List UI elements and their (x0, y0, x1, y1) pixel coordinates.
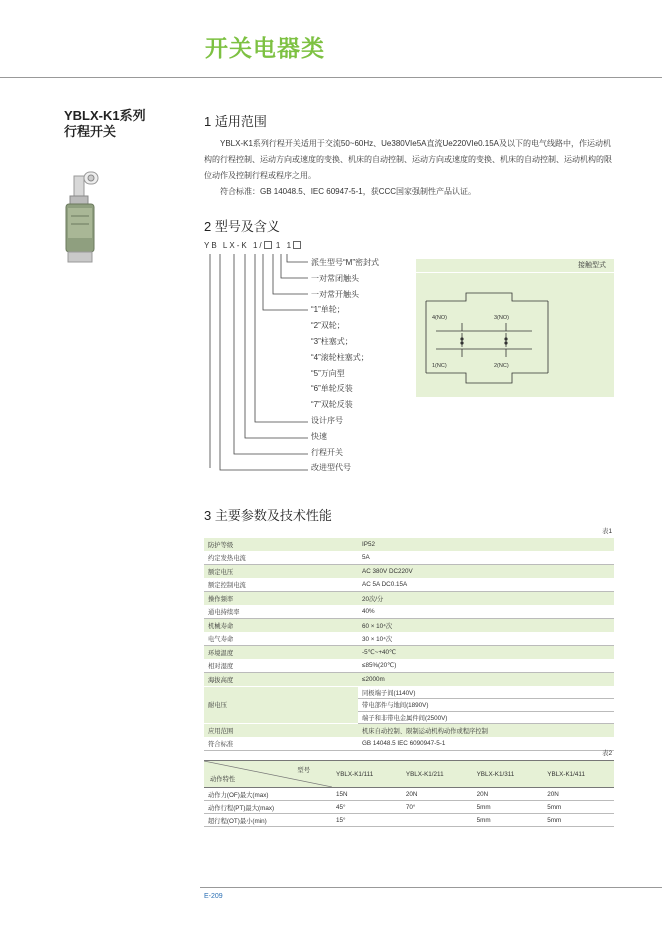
param-value: ≤85%(20℃) (358, 659, 614, 673)
row-name: 动作行程(PT)最大(max) (204, 801, 332, 814)
table-row (204, 565, 614, 579)
param-name: 额定控制电流 (204, 578, 358, 592)
param-value: AC 380V DC220V (358, 565, 614, 579)
param-value: 30 × 10⁴次 (358, 632, 614, 646)
param-value: GB 14048.5 IEC 6090947-5-1 (358, 737, 614, 751)
cell: 20N (543, 788, 614, 801)
contact-diagram-panel (416, 259, 614, 397)
table-row (204, 619, 614, 633)
cell: 5mm (473, 814, 544, 827)
legend-item: “4”滚轮柱塞式； (311, 352, 369, 362)
param-value: ≤2000m (358, 673, 614, 687)
param-value: 60 × 10⁴次 (358, 619, 614, 633)
section3-heading: 3 主要参数及技术性能 (204, 508, 332, 523)
legend-item: 快速 (311, 431, 327, 441)
model-code: YB LX-K 1/ 1 1 (204, 241, 301, 250)
param-name: 耐电压 (204, 686, 358, 724)
cell: 5mm (543, 814, 614, 827)
table-row (204, 659, 614, 673)
corner-top-label: 型号 (297, 767, 310, 774)
model-legend (311, 257, 379, 478)
category-title: 开关电器类 (205, 35, 325, 61)
section1-standards: 符合标准：GB 14048.5、IEC 60947-5-1，获CCC国家强制性产品认证。 (220, 187, 477, 196)
section1-heading: 1 适用范围 (204, 114, 267, 129)
model-bracket-lines (200, 250, 315, 472)
contact-diagram (416, 273, 614, 397)
product-title-line2: 行程开关 (64, 124, 117, 139)
param-name: 防护等级 (204, 538, 358, 551)
table-row (204, 724, 614, 738)
param-value: 带电部件与地间(1890V) (358, 699, 614, 712)
legend-item: 改进型代号 (311, 463, 351, 473)
action-table (204, 760, 614, 827)
table-row (204, 551, 614, 565)
param-value: 机床自动控制、限制运动机构动作或程序控制 (358, 724, 614, 738)
page-number: E-209 (204, 893, 223, 900)
cell: 20N (473, 788, 544, 801)
model-header: YBLX-K1/311 (473, 761, 544, 788)
table-row (204, 578, 614, 592)
legend-item: 设计序号 (311, 415, 343, 425)
param-value: 20次/分 (358, 592, 614, 606)
legend-item: “1”单轮； (311, 305, 345, 315)
contact-label-no2: 3(NO) (494, 315, 509, 321)
model-header: YBLX-K1/211 (402, 761, 473, 788)
model-code-5: 1 (275, 241, 283, 250)
model-code-box1 (264, 241, 272, 249)
cell: 70° (402, 801, 473, 814)
product-title (64, 108, 146, 140)
section1-paragraph: YBLX-K1系列行程开关适用于交流50~60Hz、Ue380VIe5A直流Ue220VIe0.15A及以下的电气线路中，作运动机构的行程控制、运动方向或速度的变换、机床的自动控制、运动方向或速度的变换、机床的自动控制、运动机构的限位动作及控制行程或程序之用。 (204, 139, 612, 180)
table-row (204, 605, 614, 619)
contact-label-nc2: 2(NC) (494, 363, 509, 369)
cell: 45° (332, 801, 402, 814)
table-row (204, 814, 614, 827)
param-value: 40% (358, 605, 614, 619)
cell: 5mm (473, 801, 544, 814)
table-row (204, 673, 614, 687)
table-row (204, 801, 614, 814)
param-name: 海拔高度 (204, 673, 358, 687)
param-value: 端子和非带电金属件间(2500V) (358, 711, 614, 724)
row-name: 超行程(OT)最小(min) (204, 814, 332, 827)
cell: 15N (332, 788, 402, 801)
table1-label: 表1 (602, 528, 613, 535)
param-name: 相对湿度 (204, 659, 358, 673)
model-code-box2 (293, 241, 301, 249)
table-corner (204, 761, 332, 788)
section2-heading: 2 型号及含义 (204, 219, 280, 234)
table2-label: 表2 (602, 750, 613, 757)
cell: 5mm (543, 801, 614, 814)
param-name: 应用范围 (204, 724, 358, 738)
contact-label-nc1: 1(NC) (432, 363, 447, 369)
legend-item: “3”柱塞式； (311, 336, 353, 346)
model-code-1: 1 (252, 241, 260, 250)
param-name: 通电持续率 (204, 605, 358, 619)
cell (402, 814, 473, 827)
param-value: IP52 (358, 538, 614, 551)
cell: 20N (402, 788, 473, 801)
product-photo (56, 170, 110, 266)
contact-diagram-title: 接触型式 (416, 259, 614, 273)
param-name: 电气寿命 (204, 632, 358, 646)
table-header-row (204, 761, 614, 788)
header-divider (0, 77, 662, 78)
table-row (204, 632, 614, 646)
param-name: 机械寿命 (204, 619, 358, 633)
table-row (204, 592, 614, 606)
param-value: 5A (358, 551, 614, 565)
legend-item: “7”双轮反装 (311, 400, 353, 410)
corner-bottom-label: 动作特性 (210, 776, 236, 783)
model-code-yb: YB (204, 241, 219, 250)
param-name: 操作频率 (204, 592, 358, 606)
legend-item: 派生型号“M”密封式 (311, 258, 379, 267)
cell: 15° (332, 814, 402, 827)
product-title-line1: YBLX-K1系列 (64, 108, 146, 123)
contact-label-no1: 4(NO) (432, 315, 447, 321)
param-name: 环境温度 (204, 646, 358, 660)
table-row (204, 788, 614, 801)
params-table (204, 538, 614, 751)
footer-divider (200, 887, 662, 888)
model-code-k: K (241, 241, 249, 250)
param-name: 额定电压 (204, 565, 358, 579)
model-header: YBLX-K1/111 (332, 761, 402, 788)
model-code-6: 1 (286, 241, 294, 250)
param-name: 约定发热电流 (204, 551, 358, 565)
legend-item: “6”单轮反装 (311, 384, 353, 394)
table-row (204, 686, 614, 699)
param-value: 同极端子间(1140V) (358, 686, 614, 699)
model-header: YBLX-K1/411 (543, 761, 614, 788)
model-code-lx: LX (222, 241, 237, 250)
param-value: -5℃~+40℃ (358, 646, 614, 660)
legend-item: 一对常闭触头 (311, 273, 359, 283)
legend-item: 行程开关 (311, 447, 343, 457)
param-value: AC 5A DC0.15A (358, 578, 614, 592)
row-name: 动作力(OF)最大(max) (204, 788, 332, 801)
legend-item: “2”双轮； (311, 321, 345, 331)
table-row (204, 737, 614, 751)
legend-item: “5”万向型 (311, 368, 345, 378)
legend-item: 一对常开触头 (311, 289, 359, 299)
table-row (204, 646, 614, 660)
table-row (204, 538, 614, 551)
param-name: 符合标准 (204, 737, 358, 751)
